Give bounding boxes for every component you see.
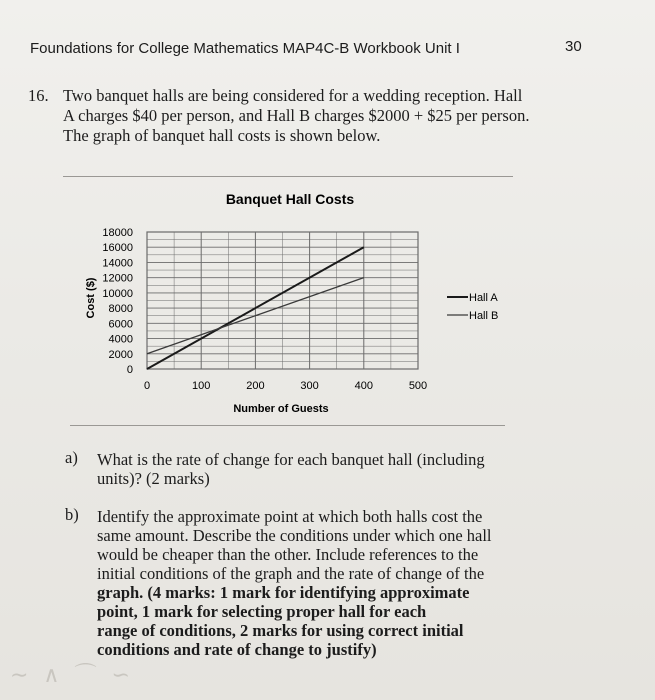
part-b-line: initial conditions of the graph and the rate of change of the <box>97 564 485 583</box>
y-tick-label: 2000 <box>108 348 133 361</box>
y-tick-label: 10000 <box>102 287 133 300</box>
part-b-line: range of conditions, 2 marks for using correct initial <box>97 621 464 640</box>
y-axis-label: Cost ($) <box>85 277 97 319</box>
y-tick-label: 4000 <box>108 333 133 346</box>
question-number: 16. <box>28 86 49 105</box>
y-tick-label: 0 <box>126 364 133 376</box>
divider-bottom <box>70 425 505 426</box>
legend-label: Hall B <box>469 310 499 322</box>
part-a-line: What is the rate of change for each banquet hall (including <box>97 450 485 469</box>
y-tick-label: 8000 <box>108 303 133 316</box>
part-b-line: point, 1 mark for selecting proper hall for each <box>97 602 427 621</box>
chart-title: Banquet Hall Costs <box>225 191 355 207</box>
legend-label: Hall A <box>469 292 498 304</box>
part-b-text <box>97 507 492 659</box>
pencil-scribble-icon: ∼ ∧ ⌒ ∽ <box>10 663 134 688</box>
page-number: 30 <box>565 38 582 55</box>
part-b-line: conditions and rate of change to justify) <box>97 640 377 659</box>
question-text: Two banquet halls are being considered for a wedding reception. Hall A charges $40 per person, and Hall B charges $2000 + $25 per person. The graph of banquet hall costs is shown below. <box>63 86 530 145</box>
chart-legend <box>447 292 498 322</box>
x-tick-label: 300 <box>300 380 319 392</box>
y-tick-label: 18000 <box>102 227 133 239</box>
y-tick-label: 12000 <box>102 272 133 285</box>
x-tick-label: 500 <box>408 380 428 392</box>
x-axis-label: Number of Guests <box>233 403 329 415</box>
part-b-letter: b) <box>65 505 79 524</box>
part-a-text <box>97 450 485 488</box>
part-b-line: same amount. Describe the conditions under which one hall <box>97 526 492 545</box>
x-tick-label: 400 <box>354 380 373 392</box>
part-b-line: graph. (4 marks: 1 mark for identifying approximate <box>97 583 470 602</box>
part-b-line: Identify the approximate point at which both halls cost the <box>97 507 483 526</box>
page-header: Foundations for College Mathematics MAP4C-B Workbook Unit I <box>30 40 460 57</box>
x-tick-labels <box>144 380 427 392</box>
part-b-line: would be cheaper than the other. Include references to the <box>97 545 479 564</box>
x-tick-label: 200 <box>246 380 265 392</box>
y-tick-label: 16000 <box>102 242 133 255</box>
part-a-line: units)? (2 marks) <box>97 469 210 488</box>
y-tick-label: 14000 <box>102 257 133 270</box>
y-tick-labels <box>102 227 133 376</box>
x-tick-label: 100 <box>192 380 211 392</box>
part-a-letter: a) <box>65 448 78 467</box>
x-tick-label: 0 <box>143 380 151 392</box>
chart-grid <box>147 232 418 369</box>
y-tick-label: 6000 <box>108 318 133 331</box>
